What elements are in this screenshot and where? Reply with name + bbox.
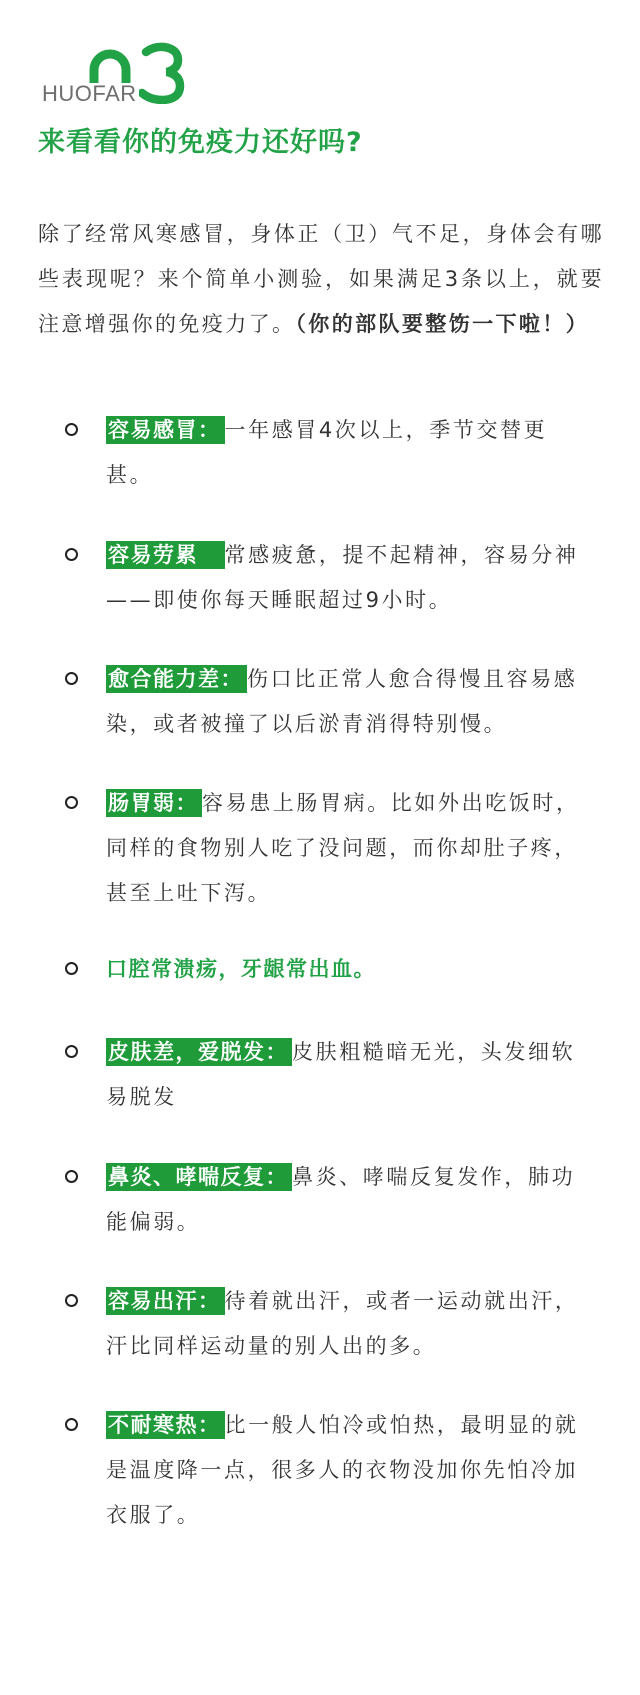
bullet-icon	[65, 1045, 78, 1058]
symptom-desc: 待着就出汗，或者一运动就出汗，汗比同样运动量的别人出的多。	[106, 1289, 579, 1358]
bullet-icon	[65, 962, 78, 975]
symptom-desc: 常感疲惫，提不起精神，容易分神——即使你每天睡眠超过9小时。	[106, 543, 579, 612]
page-title: 来看看你的免疫力还好吗?	[38, 127, 363, 158]
intro-bold: （你的部队要整饬一下啦！）	[295, 312, 590, 336]
brand-logo	[42, 42, 202, 104]
list-item-text	[106, 947, 594, 992]
intro-text: 除了经常风寒感冒，身体正（卫）气不足，身体会有哪些表现呢？来个简单小测验，如果满足3条以上，就要注意增强你的免疫力了。	[38, 222, 604, 336]
bullet-icon	[65, 423, 78, 436]
bullet-icon	[65, 796, 78, 809]
symptom-tag: 皮肤差，爱脱发：	[106, 1038, 292, 1066]
bullet-icon	[65, 548, 78, 561]
symptom-tag: 肠胃弱：	[106, 789, 202, 817]
bullet-icon	[65, 672, 78, 685]
logo-text: HUOFAR	[42, 81, 137, 106]
bullet-icon	[65, 1418, 78, 1431]
intro-paragraph	[38, 212, 604, 347]
symptom-desc: 一年感冒4次以上，季节交替更甚。	[106, 418, 548, 487]
list-item-text	[106, 533, 594, 623]
symptom-desc: 比一般人怕冷或怕热，最明显的就是温度降一点，很多人的衣物没加你先怕冷加衣服了。	[106, 1413, 579, 1527]
symptom-tag: 容易感冒：	[106, 416, 225, 444]
symptom-desc: 伤口比正常人愈合得慢且容易感染，或者被撞了以后淤青消得特别慢。	[106, 667, 578, 736]
symptom-highlight: 口腔常溃疡，牙龈常出血。	[106, 957, 376, 981]
symptom-tag: 容易出汗：	[106, 1287, 225, 1315]
list-item-text	[106, 1279, 594, 1369]
list-item-text	[106, 781, 594, 916]
symptom-tag: 愈合能力差：	[106, 665, 247, 693]
list-item-text	[106, 1403, 594, 1538]
symptom-tag: 鼻炎、哮喘反复：	[106, 1163, 292, 1191]
bullet-icon	[65, 1294, 78, 1307]
symptom-desc: 鼻炎、哮喘反复发作，肺功能偏弱。	[106, 1165, 576, 1234]
list-item-text	[106, 1030, 594, 1120]
bullet-icon	[65, 1170, 78, 1183]
symptom-tag: 不耐寒热：	[106, 1411, 225, 1439]
list-item-text	[106, 1155, 594, 1245]
symptom-desc: 皮肤粗糙暗无光，头发细软易脱发	[106, 1040, 576, 1109]
symptom-tag: 容易劳累	[106, 541, 225, 569]
list-item-text	[106, 408, 594, 498]
list-item-text	[106, 657, 594, 747]
symptom-desc: 容易患上肠胃病。比如外出吃饭时，同样的食物别人吃了没问题，而你却肚子疼，甚至上吐下泻。	[106, 791, 580, 905]
